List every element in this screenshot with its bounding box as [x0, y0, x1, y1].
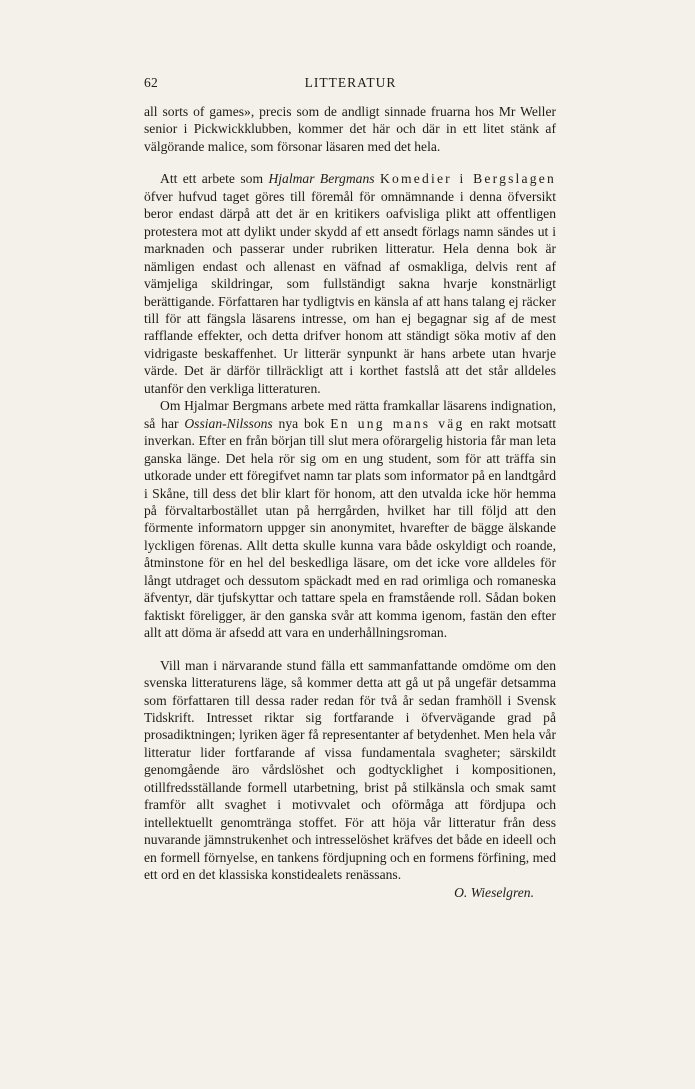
paragraph-2 [144, 170, 556, 397]
book-title-komedier: Komedier i Bergslagen [379, 171, 556, 187]
paragraph-2-text-c: öfver hufvud taget göres till föremål för omnämnande i denna öfversikt beror endast därpå att det är en kritikers oafvisliga plikt att offentligen protestera mot att dylikt under skydd af ett ansedt förlags namn sändes ut i marknaden och passerar under rubriken litteratur. Hela denna bok är nämligen endast och allenast en väfnad af osmakliga, delvis rent af vämjeliga skildringar, som fullständigt sakna hvarje konstnärligt berättigande. Författaren har tydligtvis en känsla af att hans talang ej räcker till för att fängsla läsarens intresse, om han ej begagnar sig af de mest rafflande effekter, och detta drifver honom att ständigt söka motiv af den vidrigaste beskaffenhet. Ur litterär synpunkt är hans arbete utan hvarje värde. Det är därför tillräckligt att i korthet fastslå att det står alldeles utanför den verkliga litteraturen. [144, 188, 556, 396]
author-signature: O. Wieselgren. [454, 885, 534, 901]
paragraph-4: Vill man i närvarande stund fälla ett sammanfattande omdöme om den svenska litteraturens läge, så kommer detta att gå ut på ungefär detsamma som författaren till dessa rader redan för två år sedan framhöll i Svensk Tidskrift. Intresset riktar sig fortfarande i öfvervägande grad på prosadiktningen; lyriken äger få representanter af betydenhet. Men hela vår litteratur lider fortfarande af vissa fundamentala svagheter; särskildt genomgående äro vårdslöshet och godtycklighet i kompositionen, otillfredsställande formell utarbetning, brist på stilkänsla och smak samt framför allt svaghet i motivvalet och oförmåga att fördjupa och intellektuellt genomtränga stoffet. För att höja vår litteratur från dess nuvarande jämnstrukenhet och intresselöshet kräfves det både en ideell och en formell förnyelse, en tankens fördjupning och en formens förfining, med ett ord en det klassiska konstidealets renässans. [144, 657, 556, 883]
author-name-ossian-nilsson: Ossian-Nilssons [184, 415, 273, 431]
paragraph-1: all sorts of games», precis som de andligt sinnade fruarna hos Mr Weller senior i Pickwickklubben, kommer det här och där in ett litet stänk af välgörande malice, som försonar läsaren med det hela. [144, 104, 556, 154]
paragraph-3-text-c: en rakt motsatt inverkan. Efter en från början till slut mera oförargelig historia får man leta ganska länge. Det hela rör sig om en ung student, som för att träffa sin utkorade under ett föregifvet namn tar plats som informator på en landtgård i Skåne, till dess det blir klart för honom, att den utvalda icke hör hemma på förvaltarbostället utan på herrgården, hvilket har till följd att den förmente informatorn uppger sin anonymitet, hvarefter de bägge älskande lyckligen förenas. Allt detta skulle kunna vara både oskyldigt och roande, åtminstone för en hel del beskedliga läsare, om det icke vore alldeles för långt utdraget och dessutom späckadt med en rad orimliga och romaneska äfventyr, där tjufskyttar och tattare spela en framstående roll. Sådan boken faktiskt föreligger, är den ganska svår att komma igenom, fastän den efter allt att döma är afsedd att vara en underhållningsroman. [144, 415, 556, 641]
paragraph-3 [144, 397, 556, 641]
article-body [144, 103, 556, 902]
paragraph-3-text-a: Om Hjalmar Bergmans arbete med rätta framkallar läsarens indignation, så har [144, 398, 556, 431]
running-title: LITTERATUR [304, 75, 397, 90]
page-number: 62 [144, 75, 159, 90]
book-title-en-ung-mans-vag: En ung mans väg [330, 415, 465, 431]
paragraph-3-text-b: nya bok [272, 415, 331, 431]
author-name-bergman: Hjalmar Bergmans [268, 171, 375, 187]
page-header [144, 75, 557, 91]
paragraph-2-text-a: Att ett arbete som [160, 171, 269, 187]
